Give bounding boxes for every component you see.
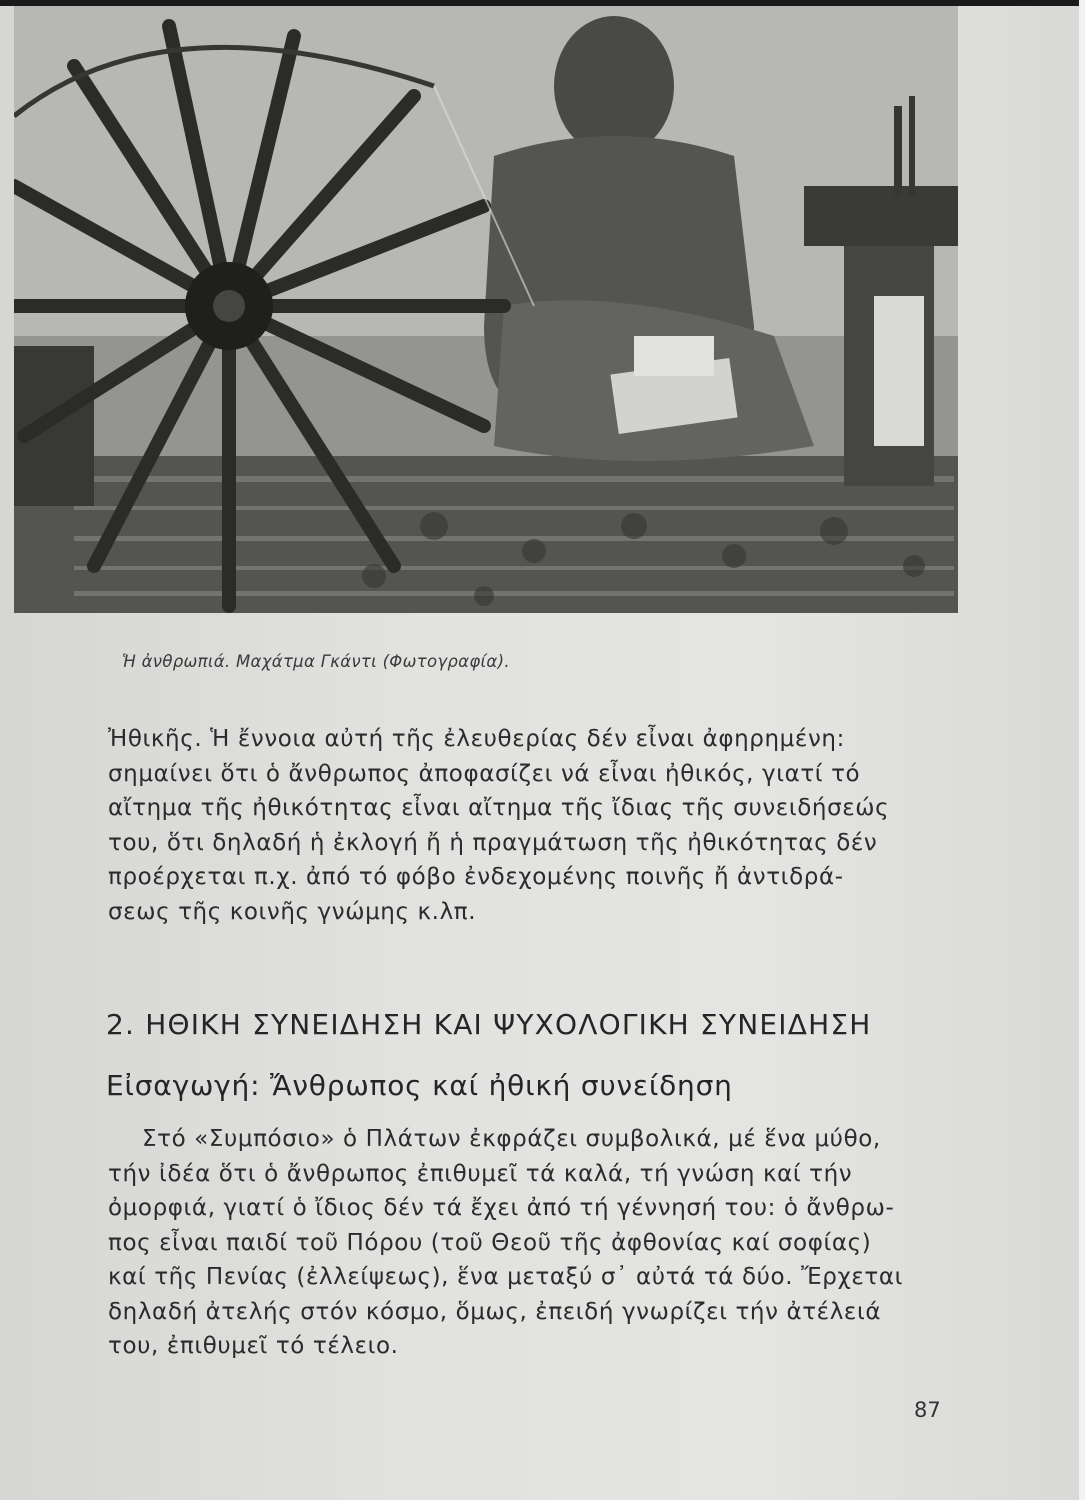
gandhi-spinning-wheel-photo [14, 6, 958, 613]
text-line: του, ἐπιθυμεῖ τό τέλειο. [108, 1333, 399, 1359]
text-line: του, ὅτι δηλαδή ἡ ἐκλογή ἤ ἡ πραγμάτωση τῆς ἠθικότητας δέν [108, 829, 878, 856]
photograph-spinning-wheel [14, 6, 958, 613]
text-line: σημαίνει ὅτι ὁ ἄνθρωπος ἀποφασίζει νά εἶναι ἠθικός, γιατί τό [108, 760, 861, 787]
sub-heading: Εἰσαγωγή: Ἄνθρωπος καί ἠθική συνείδηση [106, 1069, 733, 1102]
section-heading: 2. ΗΘΙΚΗ ΣΥΝΕΙΔΗΣΗ ΚΑΙ ΨΥΧΟΛΟΓΙΚΗ ΣΥΝΕΙΔΗΣΗ [106, 1008, 872, 1041]
paragraph-ethics-freedom [108, 722, 938, 929]
text-line: καί τῆς Πενίας (ἐλλείψεως), ἕνα μεταξύ σ᾽ αὐτά τά δύο. Ἔρχεται [108, 1264, 903, 1290]
page-number: 87 [914, 1398, 941, 1422]
text-line: Στό «Συμπόσιο» ὁ Πλάτων ἐκφράζει συμβολικά, μέ ἕνα μύθο, [142, 1126, 881, 1152]
text-line: σεως τῆς κοινῆς γνώμης κ.λπ. [108, 898, 477, 925]
text-line: Ἠθικῆς. Ἡ ἔννοια αὐτή τῆς ἐλευθερίας δέν εἶναι ἀφηρημένη: [108, 726, 845, 752]
text-line: πος εἶναι παιδί τοῦ Πόρου (τοῦ Θεοῦ τῆς ἀφθονίας καί σοφίας) [108, 1229, 872, 1256]
text-line: τήν ἰδέα ὅτι ὁ ἄνθρωπος ἐπιθυμεῖ τά καλά, τή γνώση καί τήν [108, 1160, 853, 1187]
text-line: δηλαδή ἀτελής στόν κόσμο, ὅμως, ἐπειδή γνωρίζει τήν ἀτέλειά [108, 1298, 882, 1325]
photo-caption: Ἡ ἀνθρωπιά. Μαχάτμα Γκάντι (Φωτογραφία). [122, 652, 510, 671]
page-right-edge [1079, 0, 1085, 1500]
paragraph-symposium [108, 1122, 938, 1364]
text-line: προέρχεται π.χ. ἀπό τό φόβο ἐνδεχομένης ποινῆς ἤ ἀντιδρά- [108, 864, 844, 890]
text-line: ὀμορφιά, γιατί ὁ ἴδιος δέν τά ἔχει ἀπό τή γέννησή του: ὁ ἄνθρω- [108, 1195, 895, 1221]
text-line: αἴτημα τῆς ἠθικότητας εἶναι αἴτημα τῆς ἴδιας τῆς συνειδήσεώς [108, 795, 890, 821]
